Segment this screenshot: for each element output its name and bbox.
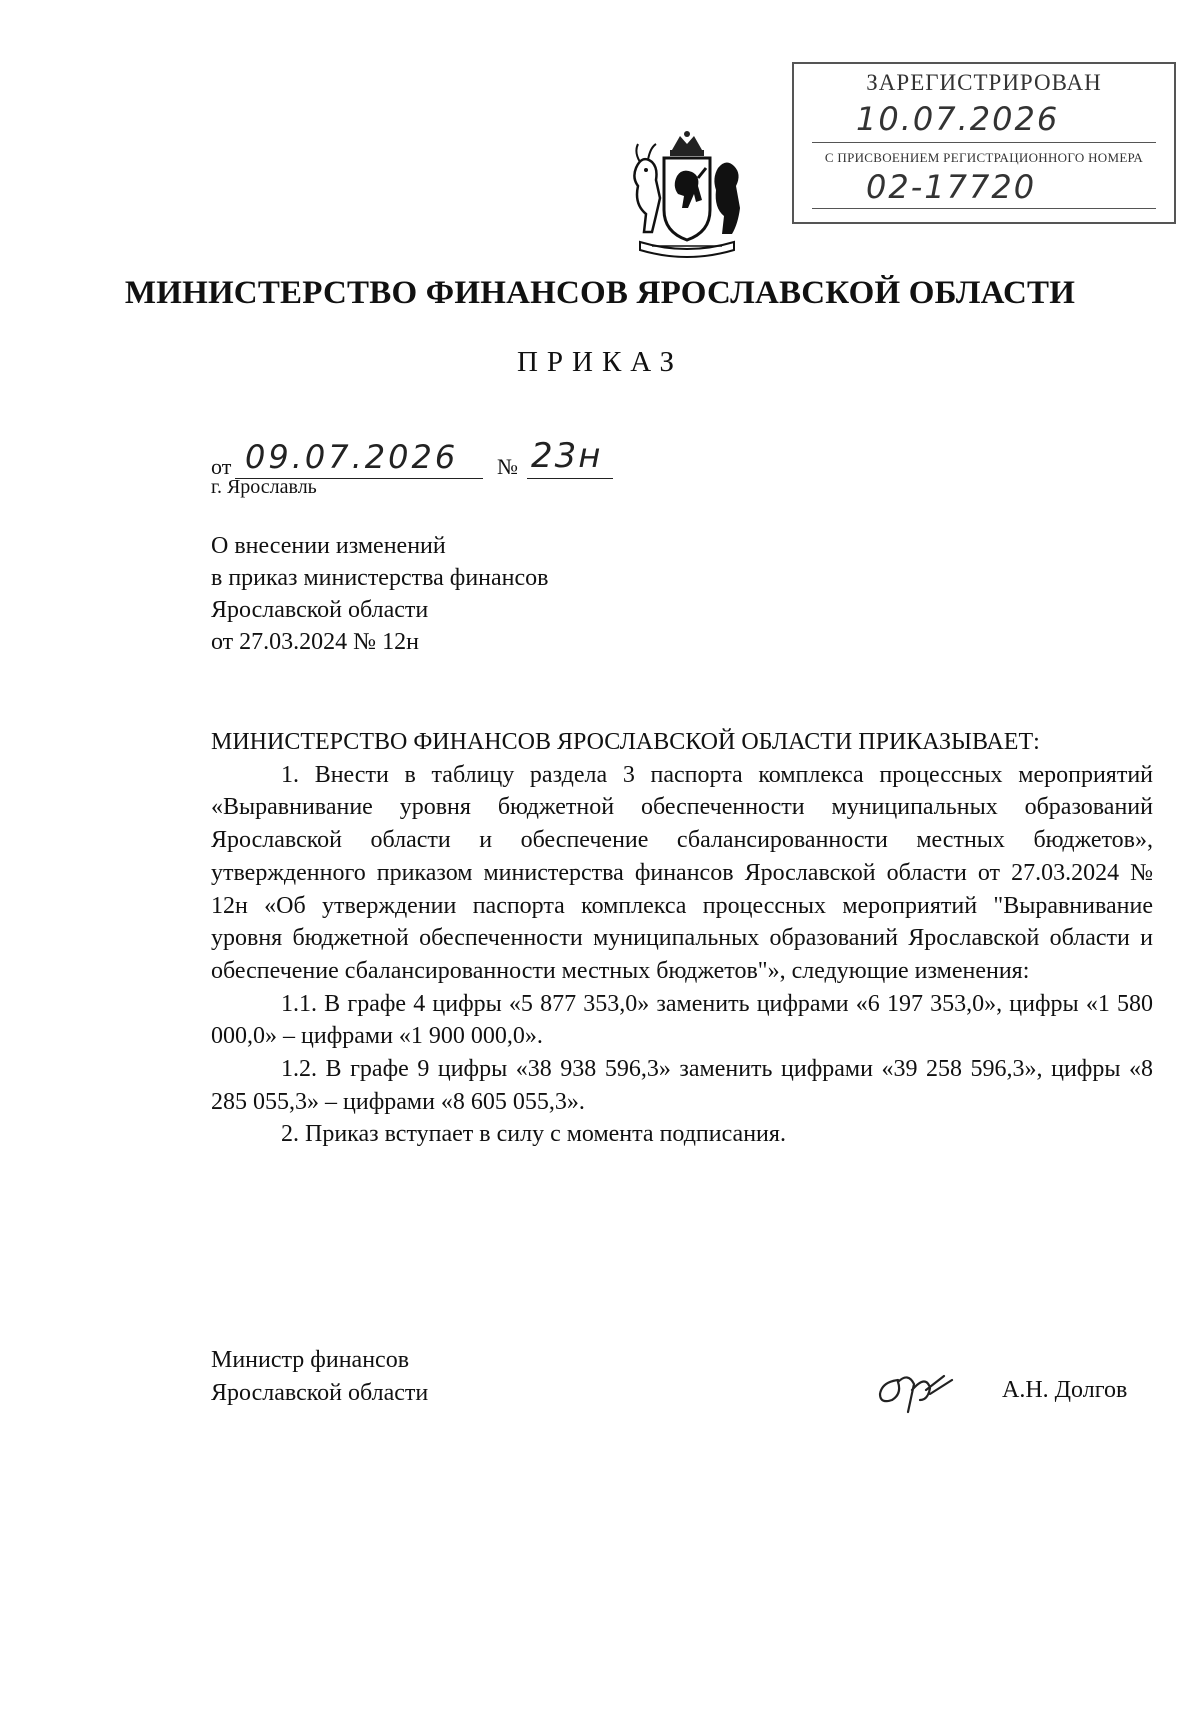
subject-line: О внесении изменений: [211, 533, 446, 559]
stamp-date-handwritten: 10.07.2026: [856, 100, 1060, 138]
stamp-date-line: [812, 142, 1156, 143]
ministry-title: МИНИСТЕРСТВО ФИНАНСОВ ЯРОСЛАВСКОЙ ОБЛАСТИ: [124, 275, 1076, 311]
preamble: МИНИСТЕРСТВО ФИНАНСОВ ЯРОСЛАВСКОЙ ОБЛАСТИ ПРИКАЗЫВАЕТ:: [211, 729, 1040, 755]
signatory-position: [211, 1344, 428, 1410]
document-type: ПРИКАЗ: [516, 346, 684, 378]
order-date-handwritten: 09.07.2026: [245, 438, 459, 476]
position-line: Министр финансов: [211, 1347, 410, 1373]
order-date-number: [211, 436, 631, 480]
stamp-caption: С ПРИСВОЕНИЕМ РЕГИСТРАЦИОННОГО НОМЕРА: [824, 150, 1144, 165]
number-underline: [527, 478, 613, 479]
handwritten-signature: [868, 1360, 960, 1416]
item-1-2: 1.2. В графе 9 цифры «38 938 596,3» заменить цифрами «39 258 596,3», цифры «8 285 055,3» – цифрами «8 605 055,3».: [211, 1056, 1153, 1115]
subject-line: Ярославской области: [211, 597, 429, 623]
registration-stamp: [792, 62, 1176, 224]
item-1: 1. Внести в таблицу раздела 3 паспорта комплекса процессных мероприятий «Выравнивание уровня бюджетной обеспеченности муниципальных образований Ярославской области и обеспечение сбалансированности местных бюджетов», утвержденного приказом министерства финансов Ярославской области от 27.03.2024 № 12н «Об утверждении паспорта комплекса процессных мероприятий "Выравнивание уровня бюджетной обеспеченности муниципальных образований Ярославской области и обеспечение сбалансированности местных бюджетов"», следующие изменения:: [211, 761, 1153, 984]
order-body: [211, 726, 1153, 1151]
stamp-title: ЗАРЕГИСТРИРОВАН: [866, 70, 1102, 95]
order-subject: [211, 530, 549, 658]
subject-line: в приказ министерства финансов: [211, 565, 549, 591]
coat-of-arms-icon: [622, 128, 752, 264]
subject-line: от 27.03.2024 № 12н: [211, 629, 419, 655]
from-label: от: [211, 454, 232, 479]
number-label: №: [497, 454, 518, 479]
city: г. Ярославль: [211, 476, 317, 498]
item-1-1: 1.1. В графе 4 цифры «5 877 353,0» заменить цифрами «6 197 353,0», цифры «1 580 000,0» – цифрами «1 900 000,0».: [211, 990, 1153, 1050]
item-2: 2. Приказ вступает в силу с момента подписания.: [281, 1121, 786, 1148]
order-number-handwritten: 23н: [531, 436, 603, 476]
stamp-number-line: [812, 208, 1156, 209]
stamp-number-handwritten: 02-17720: [866, 168, 1037, 206]
signatory-name: А.Н. Долгов: [1002, 1377, 1128, 1403]
position-line: Ярославской области: [211, 1380, 429, 1406]
